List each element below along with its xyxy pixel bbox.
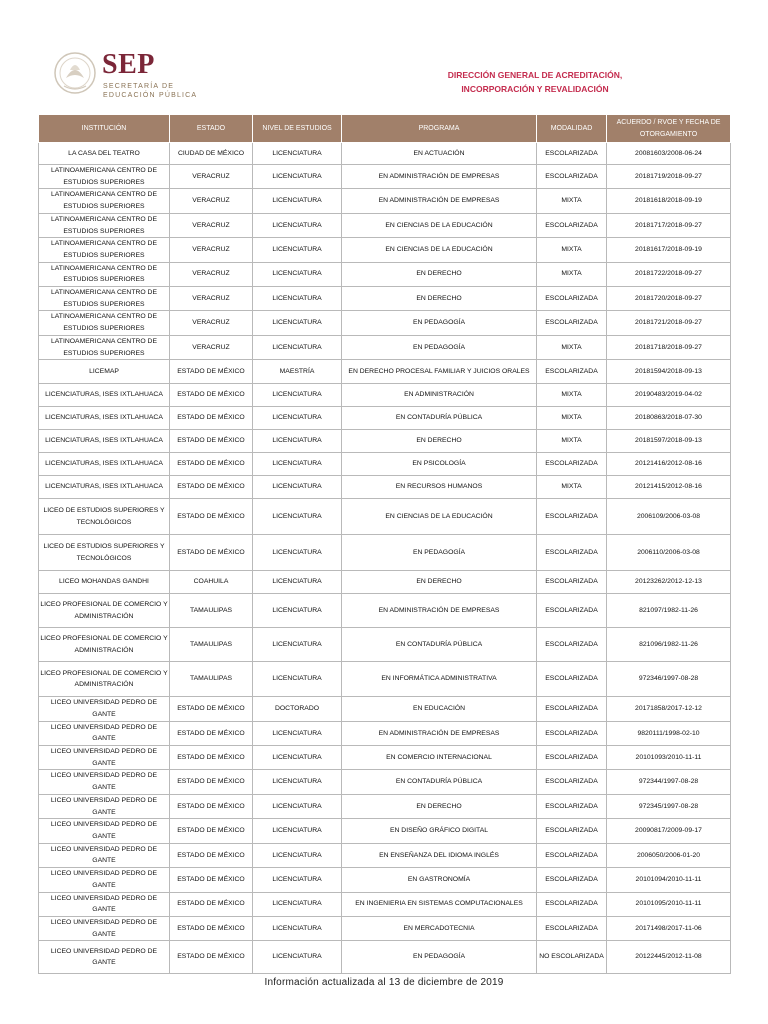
- cell-institucion: LICEO UNIVERSIDAD PEDRO DE GANTE: [39, 892, 170, 916]
- cell-nivel: LICENCIATURA: [253, 628, 342, 662]
- cell-acuerdo: 20121416/2012-08-16: [607, 453, 731, 476]
- cell-estado: ESTADO DE MÉXICO: [170, 794, 253, 818]
- cell-nivel: LICENCIATURA: [253, 594, 342, 628]
- cell-estado: VERACRUZ: [170, 335, 253, 359]
- cell-modalidad: ESCOLARIZADA: [537, 594, 607, 628]
- cell-modalidad: ESCOLARIZADA: [537, 916, 607, 940]
- cell-modalidad: MIXTA: [537, 430, 607, 453]
- cell-programa: EN EDUCACIÓN: [342, 697, 537, 721]
- cell-acuerdo: 20181720/2018-09-27: [607, 287, 731, 311]
- cell-institucion: LICENCIATURAS, ISES IXTLAHUACA: [39, 430, 170, 453]
- cell-estado: ESTADO DE MÉXICO: [170, 746, 253, 770]
- table-row: [39, 143, 731, 165]
- cell-estado: VERACRUZ: [170, 189, 253, 213]
- cell-nivel: LICENCIATURA: [253, 746, 342, 770]
- cell-modalidad: ESCOLARIZADA: [537, 287, 607, 311]
- cell-institucion: LICEO UNIVERSIDAD PEDRO DE GANTE: [39, 916, 170, 940]
- cell-modalidad: ESCOLARIZADA: [537, 571, 607, 594]
- cell-programa: EN PEDAGOGÍA: [342, 311, 537, 335]
- cell-estado: VERACRUZ: [170, 262, 253, 286]
- cell-estado: ESTADO DE MÉXICO: [170, 453, 253, 476]
- table-row: [39, 476, 731, 499]
- cell-estado: ESTADO DE MÉXICO: [170, 499, 253, 535]
- cell-nivel: LICENCIATURA: [253, 535, 342, 571]
- cell-modalidad: ESCOLARIZADA: [537, 213, 607, 237]
- cell-estado: ESTADO DE MÉXICO: [170, 476, 253, 499]
- cell-nivel: DOCTORADO: [253, 697, 342, 721]
- cell-institucion: LICEO UNIVERSIDAD PEDRO DE GANTE: [39, 697, 170, 721]
- cell-modalidad: ESCOLARIZADA: [537, 311, 607, 335]
- cell-modalidad: ESCOLARIZADA: [537, 770, 607, 794]
- cell-modalidad: ESCOLARIZADA: [537, 143, 607, 165]
- table-row: [39, 311, 731, 335]
- cell-estado: ESTADO DE MÉXICO: [170, 697, 253, 721]
- cell-nivel: LICENCIATURA: [253, 262, 342, 286]
- cell-modalidad: ESCOLARIZADA: [537, 794, 607, 818]
- table-header-row: [39, 115, 731, 143]
- cell-modalidad: ESCOLARIZADA: [537, 662, 607, 697]
- table-row: [39, 238, 731, 262]
- cell-acuerdo: 20171498/2017-11-06: [607, 916, 731, 940]
- cell-institucion: LICEO UNIVERSIDAD PEDRO DE GANTE: [39, 721, 170, 745]
- cell-programa: EN ACTUACIÓN: [342, 143, 537, 165]
- cell-institucion: LICEO UNIVERSIDAD PEDRO DE GANTE: [39, 819, 170, 843]
- cell-estado: VERACRUZ: [170, 238, 253, 262]
- cell-modalidad: ESCOLARIZADA: [537, 697, 607, 721]
- table-row: [39, 165, 731, 189]
- table-row: [39, 721, 731, 745]
- cell-programa: EN DISEÑO GRÁFICO DIGITAL: [342, 819, 537, 843]
- direction-title: [410, 68, 660, 96]
- cell-estado: VERACRUZ: [170, 165, 253, 189]
- cell-programa: EN PSICOLOGÍA: [342, 453, 537, 476]
- table-row: [39, 571, 731, 594]
- column-header-programa: PROGRAMA: [342, 115, 537, 143]
- cell-estado: ESTADO DE MÉXICO: [170, 430, 253, 453]
- table-row: [39, 628, 731, 662]
- cell-programa: EN CIENCIAS DE LA EDUCACIÓN: [342, 499, 537, 535]
- table-row: [39, 213, 731, 237]
- cell-modalidad: ESCOLARIZADA: [537, 721, 607, 745]
- cell-nivel: LICENCIATURA: [253, 238, 342, 262]
- table-row: [39, 453, 731, 476]
- table-row: [39, 868, 731, 892]
- cell-modalidad: ESCOLARIZADA: [537, 819, 607, 843]
- table-row: [39, 499, 731, 535]
- cell-estado: ESTADO DE MÉXICO: [170, 535, 253, 571]
- cell-programa: EN DERECHO: [342, 571, 537, 594]
- cell-modalidad: ESCOLARIZADA: [537, 746, 607, 770]
- cell-nivel: LICENCIATURA: [253, 916, 342, 940]
- cell-estado: ESTADO DE MÉXICO: [170, 916, 253, 940]
- cell-nivel: LICENCIATURA: [253, 868, 342, 892]
- cell-programa: EN PEDAGOGÍA: [342, 535, 537, 571]
- cell-nivel: LICENCIATURA: [253, 794, 342, 818]
- cell-modalidad: ESCOLARIZADA: [537, 628, 607, 662]
- cell-estado: COAHUILA: [170, 571, 253, 594]
- cell-modalidad: MIXTA: [537, 238, 607, 262]
- cell-institucion: LICEO UNIVERSIDAD PEDRO DE GANTE: [39, 941, 170, 974]
- cell-institucion: LICEO MOHANDAS GANDHI: [39, 571, 170, 594]
- table-row: [39, 662, 731, 697]
- cell-modalidad: ESCOLARIZADA: [537, 535, 607, 571]
- cell-modalidad: MIXTA: [537, 335, 607, 359]
- cell-programa: EN COMERCIO INTERNACIONAL: [342, 746, 537, 770]
- cell-institucion: LATINOAMERICANA CENTRO DE ESTUDIOS SUPERIORES: [39, 189, 170, 213]
- cell-programa: EN ADMINISTRACIÓN: [342, 384, 537, 407]
- cell-acuerdo: 20181597/2018-09-13: [607, 430, 731, 453]
- cell-programa: EN DERECHO: [342, 430, 537, 453]
- table-row: [39, 843, 731, 867]
- cell-acuerdo: 20101095/2010-11-11: [607, 892, 731, 916]
- table-row: [39, 746, 731, 770]
- cell-nivel: LICENCIATURA: [253, 662, 342, 697]
- cell-nivel: LICENCIATURA: [253, 453, 342, 476]
- cell-acuerdo: 20181617/2018-09-19: [607, 238, 731, 262]
- cell-institucion: LICEO DE ESTUDIOS SUPERIORES Y TECNOLÓGICOS: [39, 499, 170, 535]
- table-row: [39, 594, 731, 628]
- cell-nivel: LICENCIATURA: [253, 499, 342, 535]
- cell-acuerdo: 2006110/2006-03-08: [607, 535, 731, 571]
- column-header-estado: ESTADO: [170, 115, 253, 143]
- cell-modalidad: MIXTA: [537, 189, 607, 213]
- cell-programa: EN ADMINISTRACIÓN DE EMPRESAS: [342, 721, 537, 745]
- cell-institucion: LICEO PROFESIONAL DE COMERCIO Y ADMINISTRACIÓN: [39, 594, 170, 628]
- table-row: [39, 287, 731, 311]
- cell-modalidad: ESCOLARIZADA: [537, 843, 607, 867]
- cell-acuerdo: 20190483/2019-04-02: [607, 384, 731, 407]
- cell-acuerdo: 2006109/2006-03-08: [607, 499, 731, 535]
- cell-institucion: LICENCIATURAS, ISES IXTLAHUACA: [39, 384, 170, 407]
- cell-programa: EN ADMINISTRACIÓN DE EMPRESAS: [342, 189, 537, 213]
- cell-programa: EN CONTADURÍA PÚBLICA: [342, 628, 537, 662]
- table-row: [39, 794, 731, 818]
- cell-institucion: LICEO PROFESIONAL DE COMERCIO Y ADMINISTRACIÓN: [39, 662, 170, 697]
- cell-programa: EN DERECHO PROCESAL FAMILIAR Y JUICIOS ORALES: [342, 360, 537, 384]
- cell-institucion: LA CASA DEL TEATRO: [39, 143, 170, 165]
- table-row: [39, 819, 731, 843]
- cell-programa: EN MERCADOTECNIA: [342, 916, 537, 940]
- cell-acuerdo: 20181719/2018-09-27: [607, 165, 731, 189]
- cell-estado: VERACRUZ: [170, 311, 253, 335]
- cell-acuerdo: 20101093/2010-11-11: [607, 746, 731, 770]
- cell-institucion: LATINOAMERICANA CENTRO DE ESTUDIOS SUPERIORES: [39, 311, 170, 335]
- cell-nivel: LICENCIATURA: [253, 843, 342, 867]
- table-row: [39, 262, 731, 286]
- cell-estado: TAMAULIPAS: [170, 628, 253, 662]
- cell-nivel: LICENCIATURA: [253, 311, 342, 335]
- cell-acuerdo: 821096/1982-11-26: [607, 628, 731, 662]
- cell-estado: ESTADO DE MÉXICO: [170, 384, 253, 407]
- column-header-nivel: NIVEL DE ESTUDIOS: [253, 115, 342, 143]
- cell-acuerdo: 20181594/2018-09-13: [607, 360, 731, 384]
- cell-programa: EN DERECHO: [342, 262, 537, 286]
- cell-estado: ESTADO DE MÉXICO: [170, 843, 253, 867]
- cell-acuerdo: 821097/1982-11-26: [607, 594, 731, 628]
- cell-programa: EN CONTADURÍA PÚBLICA: [342, 770, 537, 794]
- cell-estado: VERACRUZ: [170, 213, 253, 237]
- cell-estado: TAMAULIPAS: [170, 662, 253, 697]
- table-row: [39, 335, 731, 359]
- cell-nivel: LICENCIATURA: [253, 721, 342, 745]
- cell-modalidad: ESCOLARIZADA: [537, 165, 607, 189]
- cell-estado: ESTADO DE MÉXICO: [170, 770, 253, 794]
- cell-modalidad: ESCOLARIZADA: [537, 868, 607, 892]
- table-row: [39, 697, 731, 721]
- cell-institucion: LICEO UNIVERSIDAD PEDRO DE GANTE: [39, 868, 170, 892]
- cell-programa: EN PEDAGOGÍA: [342, 941, 537, 974]
- cell-acuerdo: 20181618/2018-09-19: [607, 189, 731, 213]
- cell-acuerdo: 972345/1997-08-28: [607, 794, 731, 818]
- coat-of-arms-icon: [52, 48, 98, 102]
- update-note: Información actualizada al 13 de diciembre de 2019: [264, 977, 504, 988]
- cell-nivel: LICENCIATURA: [253, 476, 342, 499]
- cell-programa: EN GASTRONOMÍA: [342, 868, 537, 892]
- column-header-institucion: INSTITUCIÓN: [39, 115, 170, 143]
- cell-programa: EN ADMINISTRACIÓN DE EMPRESAS: [342, 165, 537, 189]
- cell-institucion: LICEO UNIVERSIDAD PEDRO DE GANTE: [39, 746, 170, 770]
- table-row: [39, 535, 731, 571]
- cell-nivel: LICENCIATURA: [253, 165, 342, 189]
- cell-acuerdo: 20181717/2018-09-27: [607, 213, 731, 237]
- cell-institucion: LATINOAMERICANA CENTRO DE ESTUDIOS SUPERIORES: [39, 287, 170, 311]
- table-row: [39, 892, 731, 916]
- cell-modalidad: MIXTA: [537, 476, 607, 499]
- cell-institucion: LATINOAMERICANA CENTRO DE ESTUDIOS SUPERIORES: [39, 262, 170, 286]
- cell-estado: CIUDAD DE MÉXICO: [170, 143, 253, 165]
- cell-estado: ESTADO DE MÉXICO: [170, 941, 253, 974]
- cell-modalidad: MIXTA: [537, 407, 607, 430]
- table-row: [39, 770, 731, 794]
- cell-nivel: LICENCIATURA: [253, 143, 342, 165]
- cell-acuerdo: 2006050/2006-01-20: [607, 843, 731, 867]
- cell-institucion: LATINOAMERICANA CENTRO DE ESTUDIOS SUPERIORES: [39, 213, 170, 237]
- cell-nivel: MAESTRÍA: [253, 360, 342, 384]
- cell-estado: ESTADO DE MÉXICO: [170, 819, 253, 843]
- cell-acuerdo: 20121415/2012-08-16: [607, 476, 731, 499]
- table-row: [39, 916, 731, 940]
- cell-nivel: LICENCIATURA: [253, 941, 342, 974]
- cell-nivel: LICENCIATURA: [253, 770, 342, 794]
- logo-title: SEP: [102, 49, 155, 80]
- cell-programa: EN CONTADURÍA PÚBLICA: [342, 407, 537, 430]
- cell-nivel: LICENCIATURA: [253, 571, 342, 594]
- cell-nivel: LICENCIATURA: [253, 213, 342, 237]
- cell-acuerdo: 20081603/2008-06-24: [607, 143, 731, 165]
- cell-programa: EN DERECHO: [342, 794, 537, 818]
- cell-institucion: LICEO DE ESTUDIOS SUPERIORES Y TECNOLÓGICOS: [39, 535, 170, 571]
- direction-title-line-1: DIRECCIÓN GENERAL DE ACREDITACIÓN,: [447, 70, 623, 80]
- cell-programa: EN DERECHO: [342, 287, 537, 311]
- cell-acuerdo: 20181718/2018-09-27: [607, 335, 731, 359]
- logo-subtitle-line-1: SECRETARÍA DE: [103, 83, 175, 90]
- table-row: [39, 941, 731, 974]
- cell-modalidad: NO ESCOLARIZADA: [537, 941, 607, 974]
- cell-programa: EN CIENCIAS DE LA EDUCACIÓN: [342, 213, 537, 237]
- column-header-acuerdo: ACUERDO / RVOE Y FECHA DE OTORGAMIENTO: [607, 115, 731, 143]
- cell-programa: EN CIENCIAS DE LA EDUCACIÓN: [342, 238, 537, 262]
- table-row: [39, 384, 731, 407]
- cell-acuerdo: 20101094/2010-11-11: [607, 868, 731, 892]
- cell-institucion: LICENCIATURAS, ISES IXTLAHUACA: [39, 453, 170, 476]
- cell-estado: ESTADO DE MÉXICO: [170, 721, 253, 745]
- table-row: [39, 407, 731, 430]
- column-header-modalidad: MODALIDAD: [537, 115, 607, 143]
- cell-modalidad: ESCOLARIZADA: [537, 360, 607, 384]
- cell-programa: EN INGENIERIA EN SISTEMAS COMPUTACIONALES: [342, 892, 537, 916]
- cell-institucion: LICEO UNIVERSIDAD PEDRO DE GANTE: [39, 843, 170, 867]
- cell-nivel: LICENCIATURA: [253, 287, 342, 311]
- cell-institucion: LATINOAMERICANA CENTRO DE ESTUDIOS SUPERIORES: [39, 335, 170, 359]
- cell-programa: EN INFORMÁTICA ADMINISTRATIVA: [342, 662, 537, 697]
- table-row: [39, 360, 731, 384]
- institutions-table: [38, 114, 731, 974]
- cell-acuerdo: 9820111/1998-02-10: [607, 721, 731, 745]
- cell-modalidad: MIXTA: [537, 384, 607, 407]
- cell-programa: EN RECURSOS HUMANOS: [342, 476, 537, 499]
- cell-acuerdo: 20180863/2018-07-30: [607, 407, 731, 430]
- table-row: [39, 430, 731, 453]
- cell-estado: ESTADO DE MÉXICO: [170, 407, 253, 430]
- cell-institucion: LICEMAP: [39, 360, 170, 384]
- cell-acuerdo: 972344/1997-08-28: [607, 770, 731, 794]
- cell-acuerdo: 20123262/2012-12-13: [607, 571, 731, 594]
- cell-modalidad: MIXTA: [537, 262, 607, 286]
- cell-modalidad: ESCOLARIZADA: [537, 453, 607, 476]
- cell-modalidad: ESCOLARIZADA: [537, 499, 607, 535]
- cell-institucion: LATINOAMERICANA CENTRO DE ESTUDIOS SUPERIORES: [39, 238, 170, 262]
- cell-nivel: LICENCIATURA: [253, 430, 342, 453]
- cell-nivel: LICENCIATURA: [253, 189, 342, 213]
- direction-title-line-2: INCORPORACIÓN Y REVALIDACIÓN: [461, 84, 609, 94]
- cell-institucion: LATINOAMERICANA CENTRO DE ESTUDIOS SUPERIORES: [39, 165, 170, 189]
- cell-estado: VERACRUZ: [170, 287, 253, 311]
- cell-nivel: LICENCIATURA: [253, 407, 342, 430]
- cell-acuerdo: 20171858/2017-12-12: [607, 697, 731, 721]
- cell-acuerdo: 20181722/2018-09-27: [607, 262, 731, 286]
- cell-nivel: LICENCIATURA: [253, 384, 342, 407]
- cell-estado: TAMAULIPAS: [170, 594, 253, 628]
- cell-estado: ESTADO DE MÉXICO: [170, 892, 253, 916]
- cell-modalidad: ESCOLARIZADA: [537, 892, 607, 916]
- cell-acuerdo: 20122445/2012-11-08: [607, 941, 731, 974]
- cell-institucion: LICEO UNIVERSIDAD PEDRO DE GANTE: [39, 770, 170, 794]
- cell-institucion: LICENCIATURAS, ISES IXTLAHUACA: [39, 476, 170, 499]
- cell-institucion: LICEO UNIVERSIDAD PEDRO DE GANTE: [39, 794, 170, 818]
- logo-subtitle-line-2: EDUCACIÓN PÚBLICA: [103, 92, 198, 99]
- cell-nivel: LICENCIATURA: [253, 335, 342, 359]
- cell-acuerdo: 20090817/2009-09-17: [607, 819, 731, 843]
- cell-institucion: LICENCIATURAS, ISES IXTLAHUACA: [39, 407, 170, 430]
- cell-estado: ESTADO DE MÉXICO: [170, 868, 253, 892]
- cell-programa: EN ADMINISTRACIÓN DE EMPRESAS: [342, 594, 537, 628]
- table-body: [39, 143, 731, 974]
- sep-logo: [52, 48, 212, 104]
- cell-nivel: LICENCIATURA: [253, 892, 342, 916]
- cell-institucion: LICEO PROFESIONAL DE COMERCIO Y ADMINISTRACIÓN: [39, 628, 170, 662]
- cell-programa: EN PEDAGOGÍA: [342, 335, 537, 359]
- cell-acuerdo: 972346/1997-08-28: [607, 662, 731, 697]
- cell-programa: EN ENSEÑANZA DEL IDIOMA INGLÉS: [342, 843, 537, 867]
- cell-acuerdo: 20181721/2018-09-27: [607, 311, 731, 335]
- table-row: [39, 189, 731, 213]
- cell-nivel: LICENCIATURA: [253, 819, 342, 843]
- cell-estado: ESTADO DE MÉXICO: [170, 360, 253, 384]
